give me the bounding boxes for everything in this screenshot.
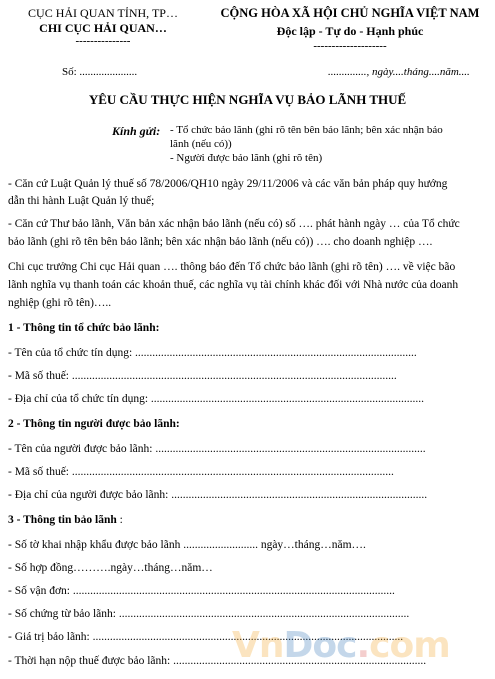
sub-agency-name: CHI CỤC HẢI QUAN… [39, 21, 167, 35]
section-1-heading: 1 - Thông tin tổ chức bảo lãnh: [8, 322, 160, 334]
bill-of-lading-field: - Số vận đơn: ................................................................................................................ [8, 585, 395, 597]
document-date: .............., ngày....tháng....năm.... [328, 66, 470, 78]
legal-basis-1-cont: dẫn thi hành Luật Quản lý thuế; [8, 195, 155, 207]
national-motto: Độc lập - Tự do - Hạnh phúc [276, 24, 424, 38]
vndoc-watermark-logo: VnDoc.com [232, 625, 450, 666]
tax-deadline-field: - Thời hạn nộp thuế được bảo lãnh: ........................................................................................ [8, 655, 427, 667]
guaranteed-name-field: - Tên của người được bảo lãnh: .............................................................................................. [8, 443, 426, 455]
guaranteed-address-field: - Địa chỉ của người được bảo lãnh: ......................................................................................... [8, 489, 428, 501]
right-rule: -------------------- [313, 40, 387, 52]
guarantee-value-field: - Giá trị bảo lãnh: ............................................................................................................ [8, 631, 404, 643]
document-number: Số: ..................... [62, 66, 138, 78]
section-2-heading: 2 - Thông tin người được bảo lãnh: [8, 418, 180, 430]
notice-paragraph-cont: lãnh nghĩa vụ thanh toán các khoản thuế, các nghĩa vụ tài chính khác đối với Nhà nước của doanh [8, 279, 459, 291]
section-3-heading-suffix: : [116, 514, 123, 526]
recipient-1: - Tổ chức bảo lãnh (ghi rõ tên bên bảo lãnh; bên xác nhận bảo [170, 124, 443, 136]
recipient-1-cont: lãnh (nếu có)) [170, 138, 232, 150]
contract-number-field: - Số hợp đồng……….ngày…tháng…năm… [8, 562, 213, 574]
recipient-2: - Người được bảo lãnh (ghi rõ tên) [170, 152, 323, 164]
guarantee-doc-number-field: - Số chứng từ bảo lãnh: ..................................................................................................... [8, 608, 410, 620]
notice-paragraph: Chi cục trưởng Chi cục Hải quan …. thông báo đến Tổ chức bảo lãnh (ghi rõ tên) …. về việc bão [8, 261, 456, 273]
section-3-heading-text: 3 - Thông tin bảo lãnh [8, 514, 117, 526]
legal-basis-2: - Căn cứ Thư bảo lãnh, Văn bản xác nhận bảo lãnh (nếu có) số …. phát hành ngày … của Tổ chức [8, 218, 460, 230]
notice-paragraph-end: nghiệp (ghi rõ tên)….. [8, 297, 112, 309]
recipient-label: Kính gửi: [112, 124, 161, 138]
legal-basis-1: - Căn cứ Luật Quản lý thuế số 78/2006/QH10 ngày 29/11/2006 và các văn bản pháp quy hướng [8, 178, 448, 190]
legal-basis-2-cont: bảo lãnh (ghi rõ tên bên bảo lãnh; bên xác nhận bảo lãnh (nếu có)) …. cho doanh nghiệp …. [8, 236, 433, 248]
section-3-heading [8, 514, 123, 526]
import-declaration-field: - Số tờ khai nhập khẩu được bảo lãnh .......................... ngày…tháng…năm…. [8, 539, 366, 551]
credit-org-address-field: - Địa chỉ của tổ chức tín dụng: ............................................................................................... [8, 393, 425, 405]
left-rule: --------------- [75, 35, 131, 47]
document-title: YÊU CẦU THỰC HIỆN NGHĨA VỤ BẢO LÃNH THUẾ [88, 92, 407, 107]
credit-org-tax-code-field: - Mã số thuế: ................................................................................................................. [8, 370, 397, 382]
agency-name: CỤC HẢI QUAN TỈNH, TP… [28, 6, 178, 20]
national-title: CỘNG HÒA XÃ HỘI CHỦ NGHĨA VIỆT NAM [220, 6, 480, 20]
credit-org-name-field: - Tên của tổ chức tín dụng: .................................................................................................. [8, 347, 417, 359]
guaranteed-tax-code-field: - Mã số thuế: ................................................................................................................ [8, 466, 394, 478]
